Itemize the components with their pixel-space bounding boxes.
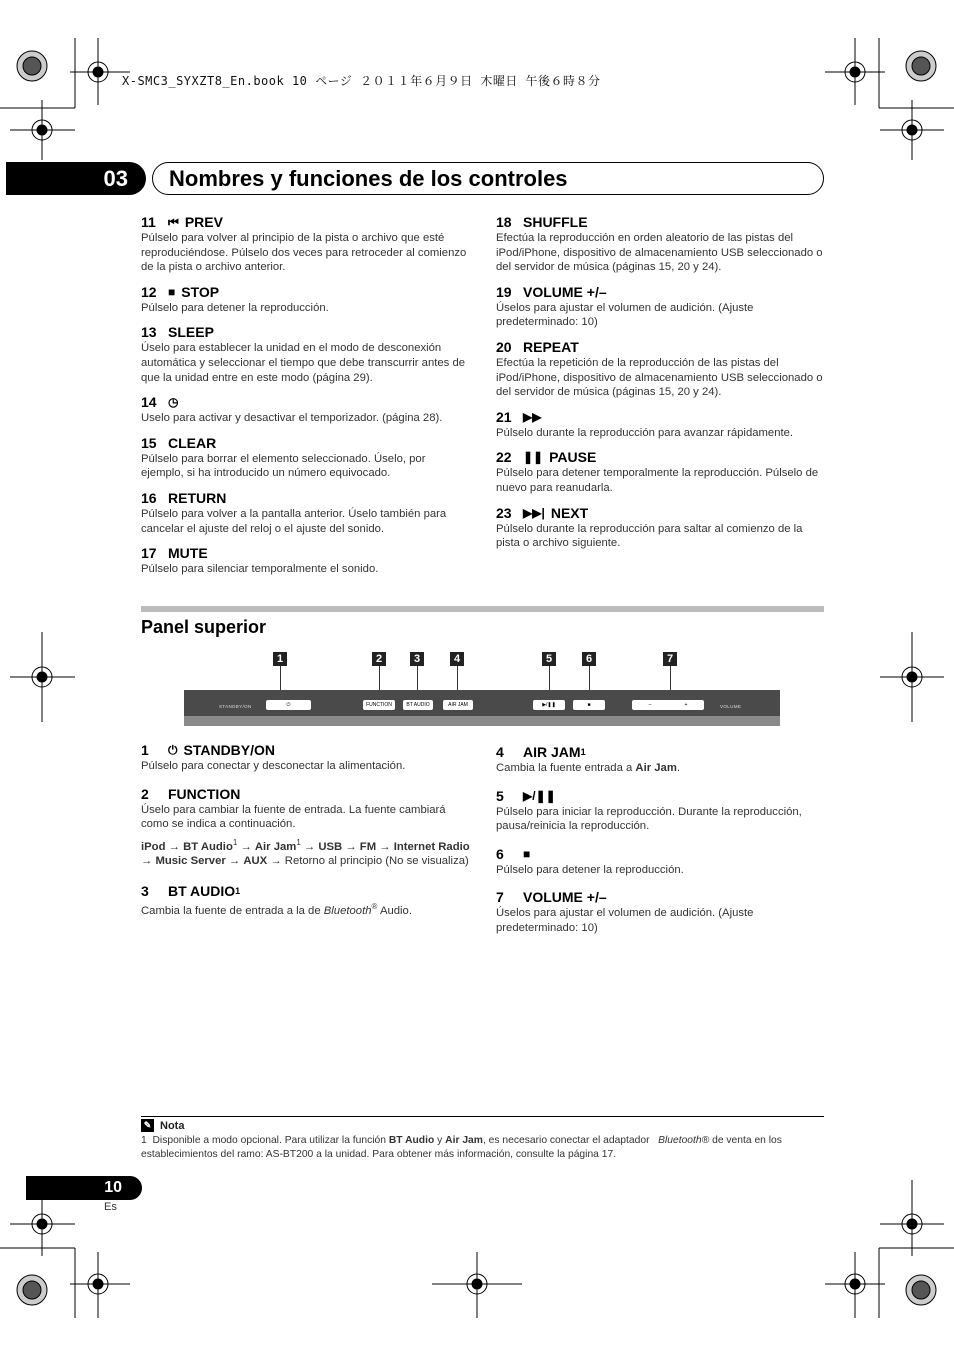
- panel-entry-6: 6 ■ Púlselo para detener la reproducción.: [496, 845, 684, 876]
- next-icon: ▶▶|: [523, 505, 545, 520]
- callout-3: 3: [410, 652, 424, 666]
- callout-7: 7: [663, 652, 677, 666]
- callout-1: 1: [273, 652, 287, 666]
- chapter-title: Nombres y funciones de los controles: [152, 162, 824, 195]
- print-header: X-SMC3_SYXZT8_En.book 10 ページ ２０１１年６月９日 木曜日 午後６時８分: [122, 74, 601, 88]
- section-title: Panel superior: [141, 617, 267, 637]
- entry-21: 21 ▶▶ Púlselo durante la reproducción para avanzar rápidamente.: [496, 408, 794, 439]
- callout-6: 6: [582, 652, 596, 666]
- stop-button: ■: [573, 700, 605, 710]
- entry-11: 11 ⏮ PREV Púlselo para volver al principio de la pista o archivo que esté reproduciéndose. Púlselo dos veces para retroceder al comienzo de la pista o archivo anterior.: [141, 214, 467, 274]
- section-divider-bar: [141, 606, 824, 612]
- bt-audio-button: BT AUDIO: [403, 700, 433, 710]
- air-jam-button: AIR JAM: [443, 700, 473, 710]
- top-panel-illustration: [184, 690, 780, 726]
- callout-4: 4: [450, 652, 464, 666]
- volume-plus-button: +: [684, 702, 688, 708]
- volume-label: VOLUME: [720, 704, 742, 709]
- pause-icon: ❚❚: [523, 450, 544, 465]
- panel-entry-5: 5 ▶/❚❚ Púlselo para iniciar la reproducción. Durante la reproducción, pausa/reinicia la reproducción.: [496, 787, 802, 833]
- callout-2: 2: [372, 652, 386, 666]
- power-icon: ⏻: [168, 743, 178, 757]
- page-language: Es: [104, 1201, 117, 1213]
- page-number: 10: [26, 1176, 142, 1200]
- pencil-icon: ✎: [141, 1119, 154, 1132]
- stop-icon: ■: [168, 284, 176, 299]
- entry-23: 23 ▶▶| NEXT Púlselo durante la reproducción para saltar al comienzo de la pista o archivo siguiente.: [496, 504, 803, 550]
- fast-forward-icon: ▶▶: [523, 409, 542, 424]
- entry-18: 18 SHUFFLE Efectúa la reproducción en orden aleatorio de las pistas del iPod/iPhone, dispositivo de almacenamiento USB seleccionado o del servidor de música (páginas 15, 20 y 24).: [496, 214, 823, 274]
- entry-14: 14 ◷ Uselo para activar y desactivar el temporizador. (página 28).: [141, 394, 443, 425]
- play-pause-button: ▶/❚❚: [533, 700, 565, 710]
- entry-19: 19 VOLUME +/– Úselos para ajustar el volumen de audición. (Ajuste predeterminado: 10): [496, 283, 754, 329]
- prev-icon: ⏮: [168, 215, 179, 229]
- chapter-number: 03: [6, 162, 146, 195]
- timer-icon: ◷: [168, 395, 179, 410]
- volume-buttons: [632, 700, 704, 710]
- panel-entry-7: 7 VOLUME +/– Úselos para ajustar el volumen de audición. (Ajuste predeterminado: 10): [496, 889, 754, 934]
- left-column: [141, 214, 471, 586]
- function-sequence: iPod → BT Audio$^1$ → Air Jam$^1$ → USB → FM → Internet Radio → Music Server → AUX → Retorno al principio (No se visualiza): [141, 837, 470, 868]
- note-body: 1 Disponible a modo opcional. Para utilizar la función BT Audio y Air Jam, es necesario conectar el adaptador Bluetooth® de venta en los establecimientos del ramo: AS-BT200 a la unidad. Para obtener más información, consulte la página 17.: [141, 1135, 782, 1160]
- power-button: ⏻: [266, 700, 311, 710]
- function-button: FUNCTION: [363, 700, 395, 710]
- standby-label: STANDBY/ON: [219, 704, 252, 709]
- panel-entry-4: 4 AIR JAM 1 Cambia la fuente entrada a Air Jam.: [496, 744, 681, 774]
- panel-entry-3: 3 BT AUDIO 1 Cambia la fuente de entrada a la de Bluetooth® Audio.: [141, 882, 412, 917]
- entry-12: 12 ■ STOP Púlselo para detener la reproducción.: [141, 283, 329, 314]
- panel-entry-1: 1 ⏻ STANDBY/ON Púlselo para conectar y desconectar la alimentación.: [141, 742, 406, 772]
- right-column: [496, 214, 826, 560]
- volume-minus-button: –: [648, 702, 652, 708]
- callout-5: 5: [542, 652, 556, 666]
- entry-15: 15 CLEAR Púlselo para borrar el elemento seleccionado. Úselo, por ejemplo, si ha introducido un número equivocado.: [141, 434, 426, 480]
- entry-17: 17 MUTE Púlselo para silenciar temporalmente el sonido.: [141, 545, 379, 576]
- stop-icon: ■: [523, 846, 531, 861]
- entry-16: 16 RETURN Púlselo para volver a la pantalla anterior. Úselo también para cancelar el ajuste del reloj o el ajuste del sonido.: [141, 489, 447, 535]
- play-pause-icon: ▶/❚❚: [523, 788, 556, 803]
- note-heading: ✎ Nota: [141, 1119, 184, 1132]
- entry-22: 22 ❚❚ PAUSE Púlselo para detener temporalmente la reproducción. Púlselo de nuevo para reanudarla.: [496, 449, 819, 494]
- panel-left-column: [141, 742, 471, 927]
- panel-right-column: [496, 744, 826, 945]
- note-rule: [141, 1116, 824, 1117]
- entry-20: 20 REPEAT Efectúa la repetición de la reproducción de las pistas del iPod/iPhone, dispositivo de almacenamiento USB seleccionado o del servidor de música (páginas 15, 20 y 24).: [496, 338, 823, 399]
- entry-13: 13 SLEEP Úselo para establecer la unidad en el modo de desconexión automática y seleccionar el tiempo que debe transcurrir antes de que la unidad entre en este modo (página 29).: [141, 324, 466, 384]
- panel-entry-2: 2 FUNCTION Úselo para cambiar la fuente de entrada. La fuente cambiará como se indica a continuación. iPod → BT Audio$^1$ → Air Jam$^1$ → USB → FM → Internet Radio → Music Server → AUX → Retorno al principio (No se visualiza): [141, 785, 470, 868]
